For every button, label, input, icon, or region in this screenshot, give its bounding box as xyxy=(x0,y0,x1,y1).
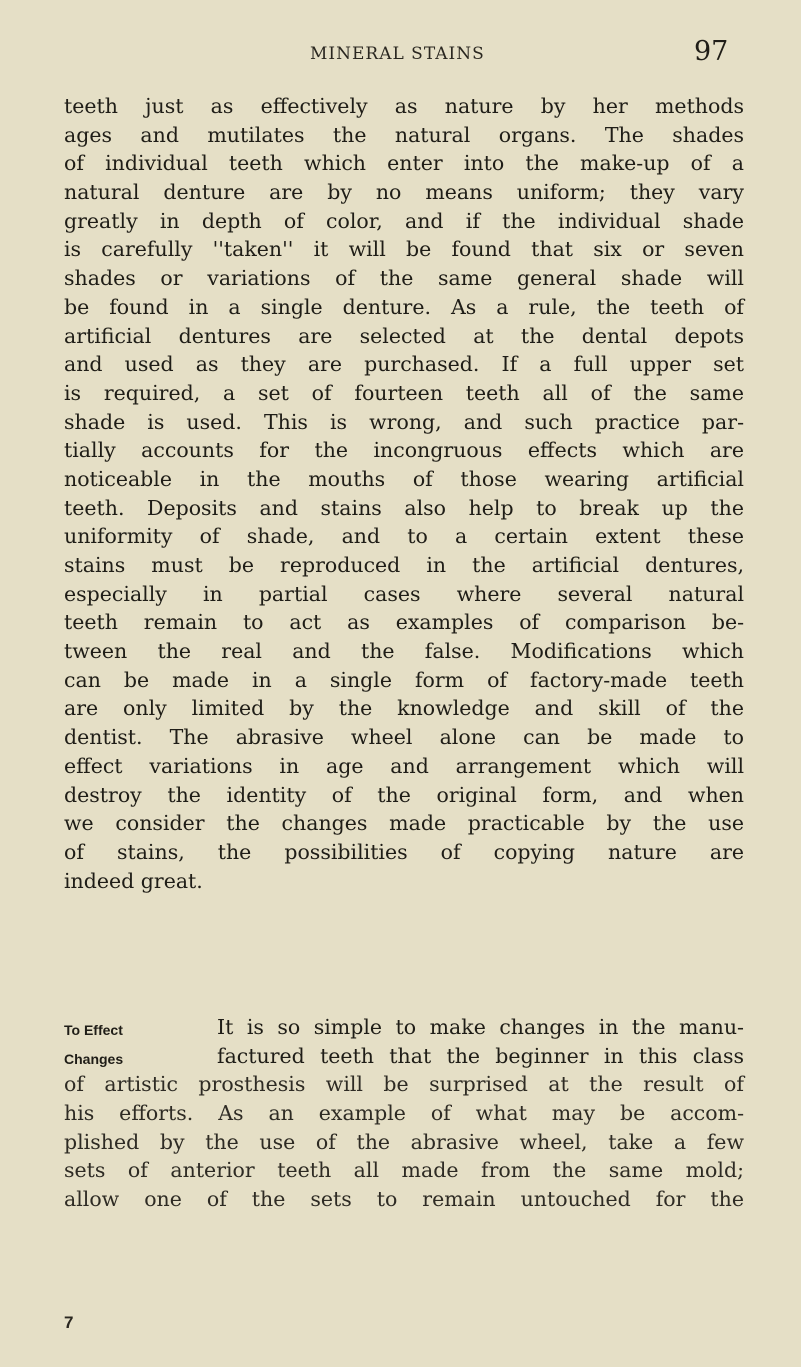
text-line: dentist. The abrasive wheel alone can be made to xyxy=(64,725,744,750)
text-line: is carefully ''taken'' it will be found that six or seven xyxy=(64,237,744,262)
running-title: MINERAL STAINS xyxy=(310,44,485,64)
page-number: 97 xyxy=(694,36,729,67)
text-line: destroy the identity of the original form, and when xyxy=(64,782,744,807)
text-line: effect variations in age and arrangement which will xyxy=(64,753,744,778)
text-line: indeed great. xyxy=(64,868,203,893)
text-line: noticeable in the mouths of those wearing artificial xyxy=(64,466,744,491)
text-line: factured teeth that the beginner in this class xyxy=(217,1043,744,1068)
text-line: allow one of the sets to remain untouched for the xyxy=(64,1187,744,1212)
text-line: tially accounts for the incongruous effects which are xyxy=(64,438,744,463)
text-line: be found in a single denture. As a rule, the teeth of xyxy=(64,294,744,319)
signature-mark: 7 xyxy=(64,1313,74,1332)
text-line: are only limited by the knowledge and skill of the xyxy=(64,696,744,721)
text-line: we consider the changes made practicable by the use xyxy=(64,811,744,836)
text-line: teeth remain to act as examples of comparison be- xyxy=(64,610,744,635)
text-line: It is so simple to make changes in the manu- xyxy=(217,1015,744,1039)
text-line: shade is used. This is wrong, and such practice par- xyxy=(64,409,744,434)
text-line: his efforts. As an example of what may be accom- xyxy=(64,1101,744,1126)
text-line: artificial dentures are selected at the dental depots xyxy=(64,323,744,348)
text-line: and used as they are purchased. If a full upper set xyxy=(64,352,744,377)
text-line: natural denture are by no means uniform; they vary xyxy=(64,180,744,205)
body-paragraph xyxy=(64,92,744,895)
sidenote-line: Changes xyxy=(64,1050,124,1067)
text-line: teeth just as effectively as nature by her methods xyxy=(64,94,744,118)
text-line: tween the real and the false. Modifications which xyxy=(64,639,744,664)
text-line: plished by the use of the abrasive wheel, take a few xyxy=(64,1129,744,1154)
text-line: sets of anterior teeth all made from the same mold; xyxy=(64,1158,744,1183)
section-to-effect-changes xyxy=(64,1013,744,1214)
text-line: of artistic prosthesis will be surprised at the result of xyxy=(64,1072,744,1097)
text-line: teeth. Deposits and stains also help to break up the xyxy=(64,495,744,520)
text-line: of individual teeth which enter into the make-up of a xyxy=(64,151,744,176)
text-line: can be made in a single form of factory-made teeth xyxy=(64,667,744,692)
text-line: ages and mutilates the natural organs. The shades xyxy=(64,122,744,147)
text-line: is required, a set of fourteen teeth all of the same xyxy=(64,380,744,405)
text-line: uniformity of shade, and to a certain extent these xyxy=(64,524,744,549)
text-line: especially in partial cases where several natural xyxy=(64,581,744,606)
sidenote-line: To Effect xyxy=(64,1022,123,1038)
margin-sidenote xyxy=(64,1016,123,1073)
text-line: shades or variations of the same general shade will xyxy=(64,266,744,291)
text-line: stains must be reproduced in the artificial dentures, xyxy=(64,553,744,577)
text-line: of stains, the possibilities of copying nature are xyxy=(64,839,744,864)
text-line: greatly in depth of color, and if the individual shade xyxy=(64,208,744,233)
